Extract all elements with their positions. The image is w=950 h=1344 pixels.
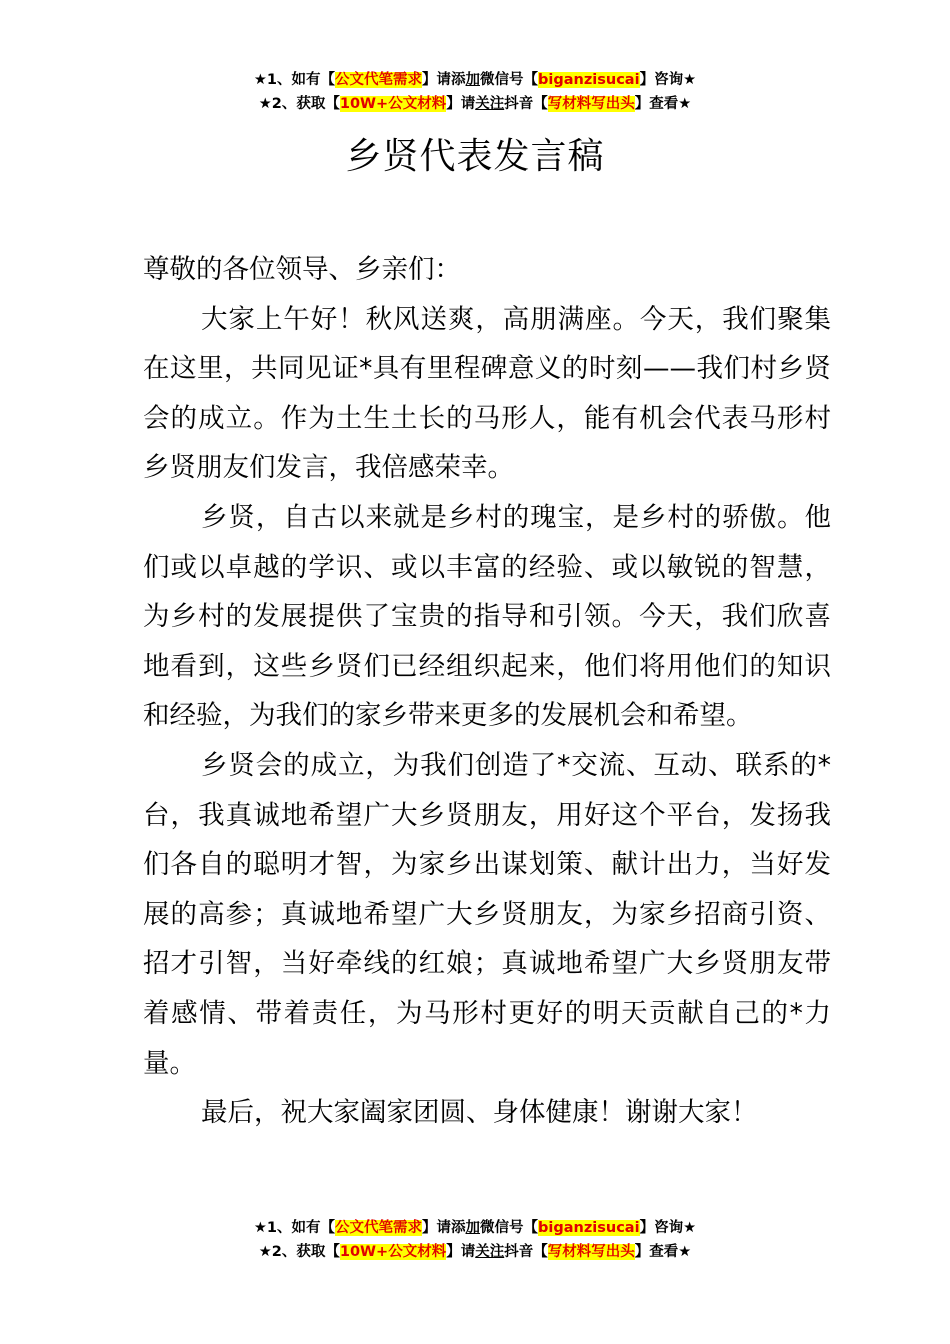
promo-text: ★1、如有【 bbox=[253, 72, 336, 88]
promo-text: 微信号【 bbox=[480, 1220, 539, 1236]
greeting: 尊敬的各位领导、乡亲们： bbox=[143, 254, 461, 285]
promo-text: 】咨询★ bbox=[639, 72, 697, 88]
promo-text: 】请 bbox=[446, 96, 476, 112]
promo-line-1 bbox=[0, 1216, 950, 1240]
paragraph: 大家上午好！秋风送爽，高朋满座。今天，我们聚集在这里，共同见证*具有里程碑意义的时刻——我们村乡贤会的成立。作为土生土长的马形人，能有机会代表马形村乡贤朋友们发言，我倍感荣幸。 bbox=[143, 303, 831, 484]
promo-text: 】查看★ bbox=[634, 96, 692, 112]
wechat-id-highlight: biganzisucai bbox=[538, 1220, 640, 1236]
header-promo-banner bbox=[0, 68, 950, 116]
promo-text: 微信号【 bbox=[480, 72, 539, 88]
promo-text: ★2、获取【 bbox=[258, 1244, 340, 1260]
document-body bbox=[143, 245, 831, 1138]
promo-underlined: 关注 bbox=[475, 96, 505, 112]
paragraph: 最后，祝大家阖家团圆、身体健康！谢谢大家！ bbox=[201, 1097, 758, 1129]
promo-underlined: 加 bbox=[465, 72, 481, 88]
douyin-account-highlight: 写材料写出头 bbox=[547, 1244, 635, 1260]
wechat-id-highlight: biganzisucai bbox=[538, 72, 640, 88]
promo-line-2 bbox=[0, 92, 950, 116]
promo-highlight: 10W+公文材料 bbox=[339, 1244, 447, 1260]
promo-line-1 bbox=[0, 68, 950, 92]
promo-text: ★2、获取【 bbox=[258, 96, 340, 112]
promo-highlight: 公文代笔需求 bbox=[335, 1220, 423, 1236]
promo-text: 抖音【 bbox=[504, 96, 548, 112]
promo-underlined: 加 bbox=[465, 1220, 481, 1236]
promo-text: ★1、如有【 bbox=[253, 1220, 336, 1236]
promo-text: 抖音【 bbox=[504, 1244, 548, 1260]
promo-highlight: 10W+公文材料 bbox=[339, 96, 447, 112]
promo-highlight: 公文代笔需求 bbox=[335, 72, 423, 88]
paragraph: 乡贤会的成立，为我们创造了*交流、互动、联系的*台，我真诚地希望广大乡贤朋友，用好这个平台，发扬我们各自的聪明才智，为家乡出谋划策、献计出力，当好发展的高参；真诚地希望广大乡贤朋友，为家乡招商引资、招才引智，当好牵线的红娘；真诚地希望广大乡贤朋友带着感情、带着责任，为马形村更好的明天贡献自己的*力量。 bbox=[143, 749, 831, 1079]
document-title: 乡贤代表发言稿 bbox=[345, 136, 605, 177]
paragraph: 乡贤，自古以来就是乡村的瑰宝，是乡村的骄傲。他们或以卓越的学识、或以丰富的经验、或以敏锐的智慧，为乡村的发展提供了宝贵的指导和引领。今天，我们欣喜地看到，这些乡贤们已经组织起来，他们将用他们的知识和经验，为我们的家乡带来更多的发展机会和希望。 bbox=[143, 501, 831, 732]
promo-line-2 bbox=[0, 1240, 950, 1264]
footer-promo-banner bbox=[0, 1216, 950, 1264]
promo-underlined: 关注 bbox=[475, 1244, 505, 1260]
promo-text: 】咨询★ bbox=[639, 1220, 697, 1236]
promo-text: 】查看★ bbox=[634, 1244, 692, 1260]
douyin-account-highlight: 写材料写出头 bbox=[547, 96, 635, 112]
promo-text: 】请添 bbox=[422, 72, 466, 88]
promo-text: 】请添 bbox=[422, 1220, 466, 1236]
promo-text: 】请 bbox=[446, 1244, 476, 1260]
